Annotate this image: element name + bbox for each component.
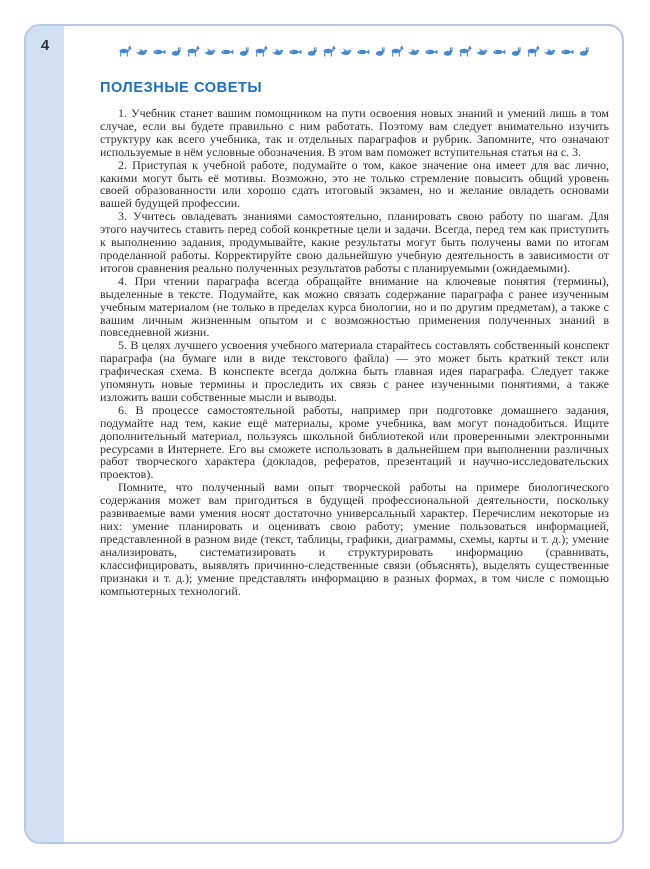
page-content [64, 26, 622, 842]
page-frame [24, 24, 624, 844]
animal-frieze-icon [117, 44, 593, 58]
paragraph-3: 3. Учитесь овладевать знаниями самостоятельно, планировать свою работу по шагам. Для этого научитесь ставить перед собой конкретные цели и задачи. Всегда, перед тем как приступить к выполнению задания, продумывайте, какие результаты могут быть получены вами по итогам проделанной работы. Корректируйте свою дальнейшую учебную деятельность в зависимости от итогов сравнения реально полученных результатов работы с планируемыми (ожидаемыми). [100, 209, 609, 275]
section-title: ПОЛЕЗНЫЕ СОВЕТЫ [100, 80, 263, 96]
paragraph-4: 4. При чтении параграфа всегда обращайте внимание на ключевые понятия (термины), выделенные в тексте. Подумайте, как можно связать содержание параграфа с ранее изученным учебным материалом (не только в пределах курса биологии, но и по другим предметам), а также с вашим личным жизненным опытом и с возможностью применения полученных знаний в повседневной жизни. [100, 273, 609, 340]
paragraph-2: 2. Приступая к учебной работе, подумайте о том, какое значение она имеет для вас лично, какими могут быть её мотивы. Возможно, это не только стремление повысить общий уровень своей образованности или хорошо сдать итоговый экзамен, но и желание овладеть основами вашей будущей профессии. [100, 157, 609, 211]
page-margin-strip [26, 26, 64, 842]
page-number: 4 [40, 37, 50, 54]
paragraph-6: 6. В процессе самостоятельной работы, например при подготовке домашнего задания, подумайте над тем, какие ещё материалы, кроме учебника, вам могут понадобиться. Ищите дополнительный материал, пользуясь школьной библиотекой или проверенными электронными ресурсами в Интернете. Его вы сможете использовать в дальнейшем при выполнении различных работ творческого характера (докладов, рефератов, презентаций и научно-исследовательских проектов). [100, 402, 609, 482]
closing-paragraph: Помните, что полученный вами опыт творческой работы на примере биологического содержания может вам пригодиться в будущей профессиональной деятельности, поскольку развиваемые вами умения носят достаточно универсальный характер. Перечислим некоторые из них: умение планировать и оценивать свою работу; умение пользоваться информацией, представленной в разном виде (текст, таблицы, графики, диаграммы, схемы, карты и т. д.); умение анализировать, систематизировать и структурировать информацию (сравнивать, классифицировать, выявлять причинно-следственные связи (объяснять), выделять существенные признаки и т. д.); умение представлять информацию в разных формах, в том числе с помощью компьютерных технологий. [100, 480, 609, 598]
paragraph-1: 1. Учебник станет вашим помощником на пути освоения новых знаний и умений лишь в том случае, если вы будете правильно с ним работать. Поэтому вам следует внимательно изучить структуру как всего учебника, так и отдельных параграфов и рубрик. Запомните, что означают используемые в нём условные обозначения. В этом вам поможет вступительная статья на с. 3. [100, 106, 609, 159]
paragraph-5: 5. В целях лучшего усвоения учебного материала старайтесь составлять собственный конспект параграфа (на бумаге или в виде текстового файла) — это может быть краткий текст или графическая схема. В конспекте всегда должна быть главная идея параграфа. Следует также упомянуть новые термины и проследить их связь с ранее изученными понятиями, а также изложить ваши собственные мысли и выводы. [100, 338, 609, 404]
